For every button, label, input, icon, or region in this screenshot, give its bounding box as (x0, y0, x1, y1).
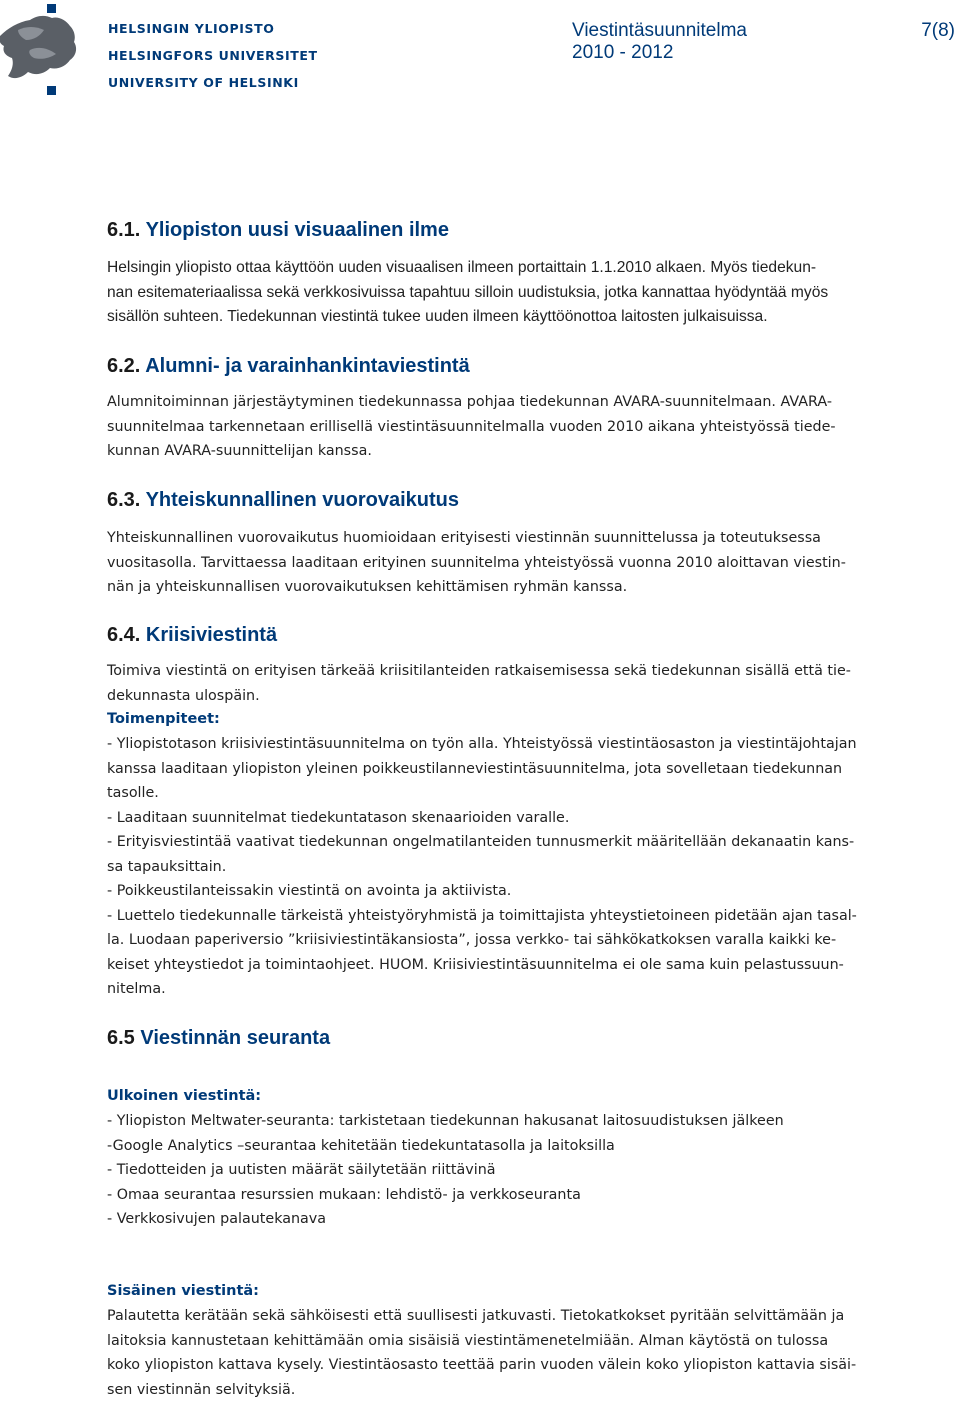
list-line: kanssa laaditaan yliopiston yleinen poikkeustilanneviestintäsuunnitelma, jota sovelletaan tiedekunnan (107, 760, 843, 777)
paragraph (107, 256, 957, 330)
list-line: - Yliopistotason kriisiviestintäsuunnitelma on työn alla. Yhteistyössä viestintäosaston ja viestintäjohtajan (107, 736, 857, 752)
document-years: 2010 - 2012 (572, 42, 674, 63)
text-line: Yhteiskunnallinen vuorovaikutus huomioidaan erityisesti viestinnän suunnittelussa ja toteutuksessa (107, 530, 821, 546)
list-line: tasolle. (107, 785, 159, 801)
text-line: kunnan AVARA-suunnittelijan kanssa. (107, 443, 372, 459)
list-line: la. Luodaan paperiversio ”kriisiviestintäkansiosta”, jossa verkko- tai sähkökatkoksen varalla kaikki ke- (107, 932, 837, 948)
logo-line: HELSINGIN YLIOPISTO (108, 21, 275, 36)
text-line: sen viestinnän selvityksiä. (107, 1381, 296, 1398)
internal-label: Sisäinen viestintä: (107, 1283, 259, 1299)
list-line: - Omaa seurantaa resurssien mukaan: lehdistö- ja verkkoseuranta (107, 1186, 581, 1203)
text-line: nän ja yhteiskunnallisen vuorovaikutuksen kehittämisen ryhmän kanssa. (107, 579, 628, 595)
section-number: 6.2. (107, 355, 141, 377)
section-number: 6.1. (107, 219, 141, 241)
text-line: Palautetta kerätään sekä sähköisesti että suullisesti jatkuvasti. Tietokatkokset pyritään selvittämään ja (107, 1308, 845, 1324)
text-line: Toimiva viestintä on erityisen tärkeää kriisitilanteiden ratkaisemisessa sekä tiedekunnan sisällä että tie- (107, 663, 851, 679)
section-heading (107, 219, 449, 242)
text-line: Helsingin yliopisto ottaa käyttöön uuden visuaalisen ilmeen portaittain 1.1.2010 alkaen. Myös tiedekun- (107, 259, 817, 276)
list-line: - Laaditaan suunnitelmat tiedekuntatason skenaarioiden varalle. (107, 809, 570, 826)
logo-line: UNIVERSITY OF HELSINKI (108, 75, 299, 90)
university-logo-icon (0, 0, 80, 100)
paragraph (107, 659, 957, 708)
section-title: Yliopiston uusi visuaalinen ilme (145, 219, 449, 241)
text-line: vuositasolla. Tarvittaessa laaditaan erityinen suunnitelma yhteistyössä vuonna 2010 aloittavan viestin- (107, 554, 846, 571)
list-line: - Luettelo tiedekunnalle tärkeistä yhteistyöryhmistä ja toimittajista yhteystietoineen pidetään ajan tasal- (107, 907, 857, 924)
list-line: - Verkkosivujen palautekanava (107, 1211, 327, 1227)
section-number: 6.3. (107, 489, 141, 511)
list-line: -Google Analytics –seurantaa kehitetään tiedekuntatasolla ja laitoksilla (107, 1137, 615, 1154)
section-title: Yhteiskunnallinen vuorovaikutus (145, 489, 459, 511)
text-line: nan esitemateriaalissa sekä verkkosivuissa tapahtuu silloin uudistuksia, jotka kannattaa hyödyntää myös (107, 283, 829, 301)
section-heading (107, 355, 470, 378)
page-number: 7(8) (921, 20, 955, 41)
text-line: Alumnitoiminnan järjestäytyminen tiedekunnassa pohjaa tiedekunnan AVARA-suunnitelmaan. AVARA- (107, 394, 832, 410)
list-line: - Poikkeustilanteissakin viestintä on avointa ja aktiivista. (107, 883, 512, 899)
document-title: Viestintäsuunnitelma (572, 20, 747, 41)
section-heading (107, 1027, 330, 1050)
text-line: laitoksia kannustetaan kehittämään omia sisäisiä viestintämenetelmiään. Alman käytöstä on tulossa (107, 1332, 829, 1349)
external-list (107, 1109, 957, 1232)
text-line: suunnitelmaa tarkennetaan erillisellä viestintäsuunnitelmalla vuoden 2010 aikana yhteistyössä tiede- (107, 418, 836, 435)
paragraph (107, 526, 957, 600)
section-title: Viestinnän seuranta (140, 1027, 331, 1049)
list-line: - Erityisviestintää vaativat tiedekunnan ongelmatilanteiden tunnusmerkit määritellään dekanaatin kans- (107, 834, 855, 850)
list-line: - Tiedotteiden ja uutisten määrät säilytetään riittävinä (107, 1162, 496, 1178)
section-title: Kriisiviestintä (145, 624, 278, 646)
list-line: - Yliopiston Meltwater-seuranta: tarkistetaan tiedekunnan hakusanat laitosuudistuksen jälkeen (107, 1113, 784, 1129)
section-heading (107, 624, 277, 647)
list-line: keiset yhteystiedot ja toimintaohjeet. HUOM. Kriisiviestintäsuunnitelma ei ole sama kuin pelastussuun- (107, 956, 844, 973)
paragraph (107, 390, 957, 464)
logo-line: HELSINGFORS UNIVERSITET (108, 48, 318, 63)
section-number: 6.5 (107, 1027, 135, 1049)
text-line: dekunnasta ulospäin. (107, 687, 260, 704)
list-line: nitelma. (107, 981, 166, 997)
list-line: sa tapauksittain. (107, 858, 227, 875)
section-number: 6.4. (107, 624, 141, 646)
section-title: Alumni- ja varainhankintaviestintä (145, 355, 470, 377)
external-label: Ulkoinen viestintä: (107, 1088, 262, 1104)
text-line: koko yliopiston kattava kysely. Viestintäosasto teettää parin vuoden välein koko yliopiston kattavia sisäi- (107, 1357, 857, 1373)
measures-label: Toimenpiteet: (107, 711, 220, 727)
text-line: sisällön suhteen. Tiedekunnan viestintä tukee uuden ilmeen käyttöönottoa laitosten julkaisuissa. (107, 308, 768, 325)
internal-paragraph (107, 1304, 957, 1402)
measures-list (107, 732, 957, 1002)
section-heading (107, 489, 459, 512)
logo-wordmark (108, 15, 318, 96)
